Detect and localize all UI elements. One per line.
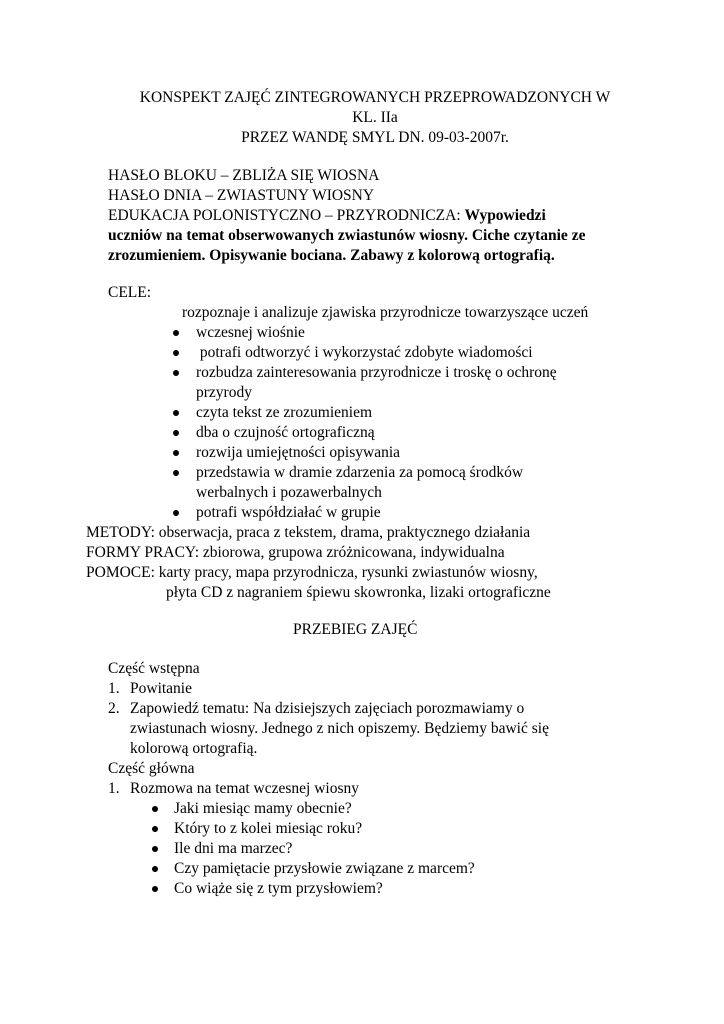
bullet-dot (152, 846, 158, 852)
bullet-dot (152, 826, 158, 832)
haslo-dnia: HASŁO DNIA – ZWIASTUNY WIOSNY (108, 187, 375, 204)
cele-item: przedstawia w dramie zdarzenia za pomocą środków (196, 464, 524, 481)
bullet-dot (173, 430, 179, 436)
bullet-dot (152, 886, 158, 892)
metody: METODY: obserwacja, praca z tekstem, drama, praktycznego działania (86, 524, 531, 541)
czesc-wstepna: Część wstępna (108, 660, 200, 677)
question-item: Który to z kolei miesiąc roku? (174, 820, 363, 837)
bullet-dot (173, 470, 179, 476)
bullet-dot (173, 330, 179, 336)
bullet-dot (173, 450, 179, 456)
question-item: Czy pamiętacie przysłowie związane z marcem? (174, 860, 475, 877)
przebieg-title: PRZEBIEG ZAJĘĆ (293, 621, 418, 638)
glowna-item-1: Rozmowa na temat wczesnej wiosny (130, 780, 359, 797)
bullet-dot (173, 510, 179, 516)
cele-item: rozbudza zainteresowania przyrodnicze i troskę o ochronę (196, 364, 557, 381)
wstep-item-1: Powitanie (130, 680, 192, 697)
bullet-dot (173, 410, 179, 416)
cele-item: dba o czujność ortograficzną (196, 424, 375, 441)
document-title (95, 88, 655, 148)
bullet-dot (173, 350, 179, 356)
haslo-bloku: HASŁO BLOKU – ZBLIŻA SIĘ WIOSNA (108, 167, 380, 184)
edukacja-line-3: zrozumieniem. Opisywanie bociana. Zabawy z kolorową ortografią. (108, 247, 555, 264)
wstep-item-2-cont-1: zwiastunach wiosny. Jednego z nich opiszemy. Będziemy bawić się (130, 720, 549, 737)
wstep-item-2: Zapowiedź tematu: Na dzisiejszych zajęciach porozmawiamy o (130, 700, 525, 717)
wstep-num-2: 2. (108, 700, 120, 717)
czesc-glowna: Część główna (108, 760, 195, 777)
cele-item: potrafi odtworzyć i wykorzystać zdobyte wiadomości (196, 344, 533, 361)
edukacja-label: EDUKACJA POLONISTYCZNO – PRZYRODNICZA: (108, 207, 461, 224)
edukacja-bold-1: Wypowiedzi (464, 207, 546, 224)
cele-label: CELE: (108, 284, 152, 301)
title-line-1: KONSPEKT ZAJĘĆ ZINTEGROWANYCH PRZEPROWADZONYCH W (139, 89, 611, 106)
bullet-dot (173, 370, 179, 376)
cele-item-continuation: werbalnych i pozawerbalnych (196, 484, 382, 501)
pomoce-line-1: POMOCE: karty pracy, mapa przyrodnicza, rysunki zwiastunów wiosny, (86, 564, 538, 581)
title-line-3: PRZEZ WANDĘ SMYL DN. 09-03-2007r. (241, 129, 509, 146)
bullet-dot (152, 806, 158, 812)
cele-item: potrafi współdziałać w grupie (196, 504, 381, 521)
cele-item-continuation: przyrody (196, 384, 252, 401)
cele-intro: rozpoznaje i analizuje zjawiska przyrodnicze towarzyszące uczeń (182, 304, 589, 321)
edukacja-line-2: uczniów na temat obserwowanych zwiastunów wiosny. Ciche czytanie ze (108, 227, 586, 244)
pomoce-line-2: płyta CD z nagraniem śpiewu skowronka, lizaki ortograficzne (166, 584, 551, 601)
glowna-num-1: 1. (108, 780, 120, 797)
cele-item: czyta tekst ze zrozumieniem (196, 404, 373, 421)
question-item: Co wiąże się z tym przysłowiem? (174, 880, 383, 897)
cele-item: wczesnej wiośnie (196, 324, 305, 341)
question-item: Jaki miesiąc mamy obecnie? (174, 800, 352, 817)
bullet-dot (152, 866, 158, 872)
title-line-2: KL. IIa (352, 109, 398, 126)
edukacja-line-1 (108, 206, 546, 226)
cele-item: rozwija umiejętności opisywania (196, 444, 401, 461)
wstep-num-1: 1. (108, 680, 120, 697)
wstep-item-2-cont-2: kolorową ortografią. (130, 740, 258, 757)
question-item: Ile dni ma marzec? (174, 840, 293, 857)
formy-pracy: FORMY PRACY: zbiorowa, grupowa zróżnicowana, indywidualna (86, 544, 505, 561)
